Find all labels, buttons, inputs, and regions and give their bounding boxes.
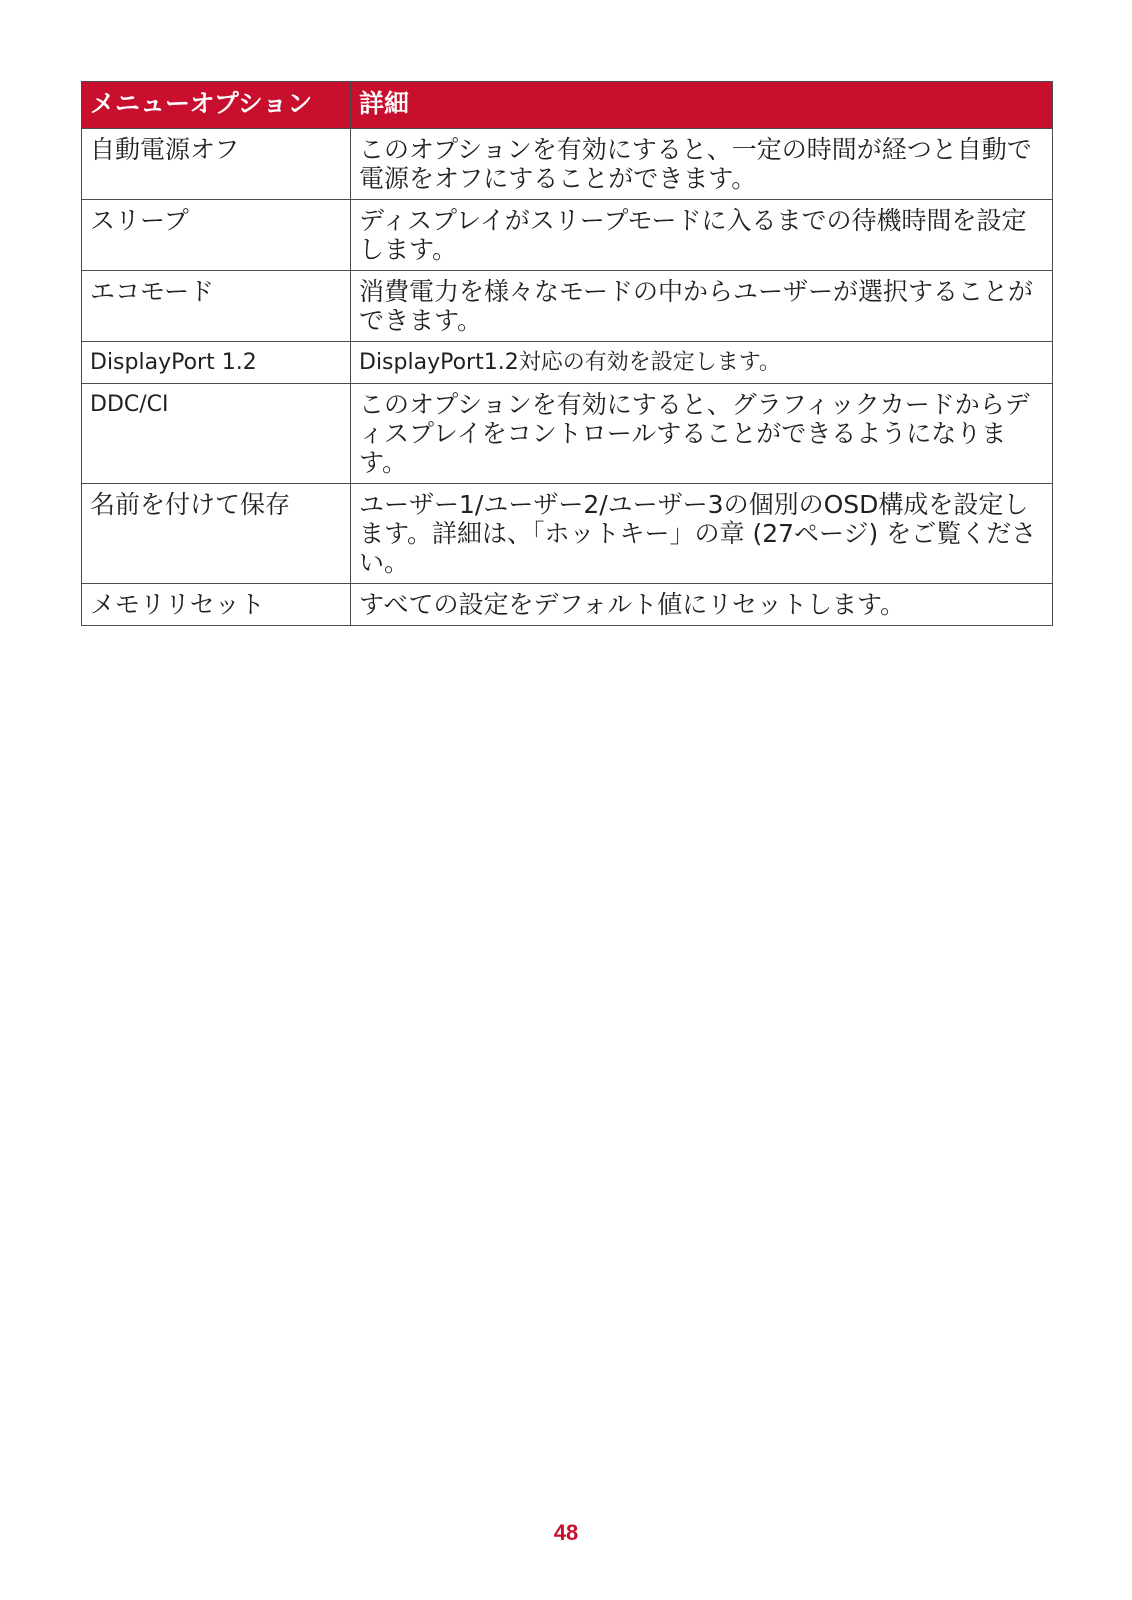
- menu-options-table: [81, 81, 1053, 626]
- option-cell: メモリリセット: [82, 584, 351, 626]
- table-row: [82, 384, 1053, 484]
- detail-cell: すべての設定をデフォルト値にリセットします。: [351, 584, 1053, 626]
- header-menu-option: メニューオプション: [82, 82, 351, 129]
- table-header: [82, 82, 1053, 129]
- table-header-row: [82, 82, 1053, 129]
- option-cell: エコモード: [82, 271, 351, 342]
- table-row: [82, 484, 1053, 584]
- option-cell: 名前を付けて保存: [82, 484, 351, 584]
- table-row: [82, 200, 1053, 271]
- table-row: [82, 129, 1053, 200]
- detail-cell: 消費電力を様々なモードの中からユーザーが選択することができます。: [351, 271, 1053, 342]
- option-cell: DisplayPort 1.2: [82, 342, 351, 384]
- option-cell: スリープ: [82, 200, 351, 271]
- table-row: [82, 342, 1053, 384]
- table-body: [82, 129, 1053, 626]
- detail-cell: このオプションを有効にすると、一定の時間が経つと自動で電源をオフにすることができます。: [351, 129, 1053, 200]
- detail-cell: ディスプレイがスリープモードに入るまでの待機時間を設定します。: [351, 200, 1053, 271]
- detail-cell: ユーザー1/ユーザー2/ユーザー3の個別のOSD構成を設定します。詳細は、「ホットキー」の章 (27ページ) をご覧ください。: [351, 484, 1053, 584]
- detail-cell: このオプションを有効にすると、グラフィックカードからディスプレイをコントロールすることができるようになります。: [351, 384, 1053, 484]
- header-detail: 詳細: [351, 82, 1053, 129]
- detail-cell: DisplayPort1.2対応の有効を設定します。: [351, 342, 1053, 384]
- option-cell: 自動電源オフ: [82, 129, 351, 200]
- table-row: [82, 271, 1053, 342]
- page-number: 48: [553, 1520, 579, 1545]
- option-cell: DDC/CI: [82, 384, 351, 484]
- table-row: [82, 584, 1053, 626]
